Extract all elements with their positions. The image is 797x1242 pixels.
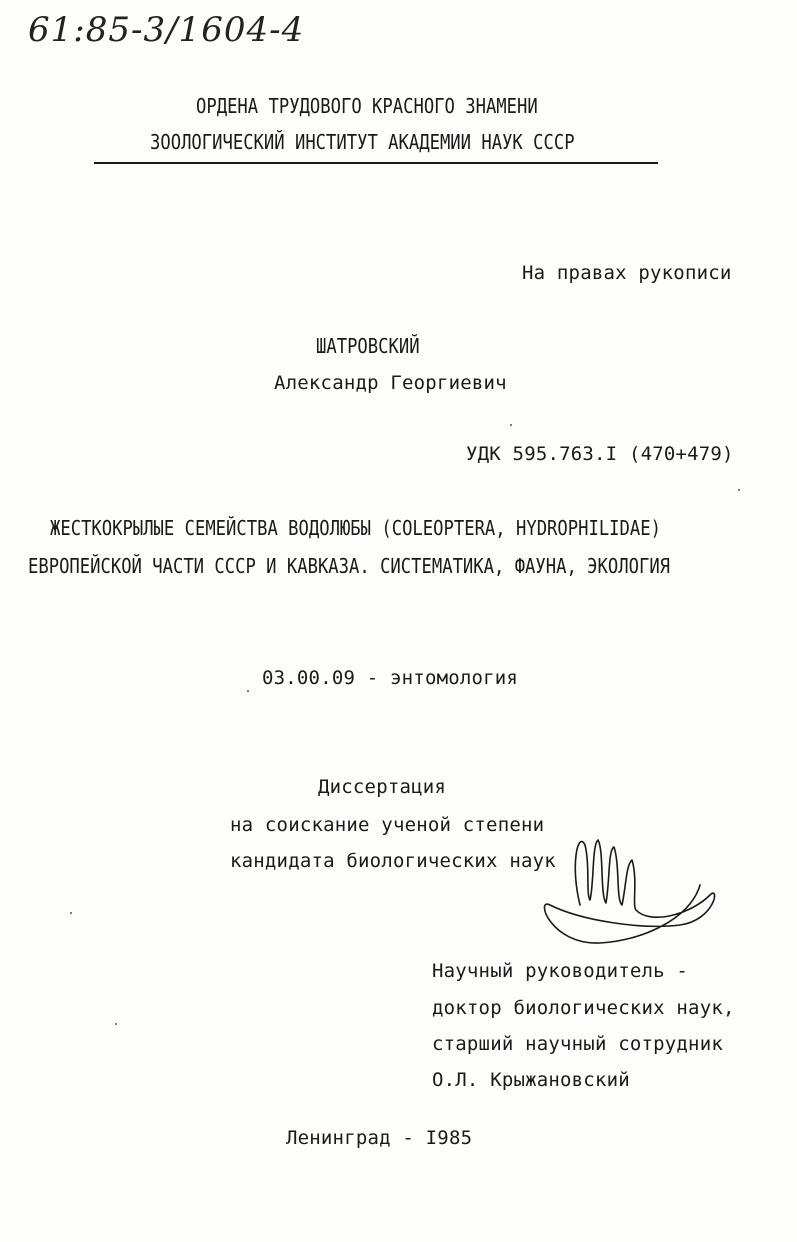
paper-speck <box>115 1023 117 1025</box>
place-year: Ленинград - I985 <box>286 1127 473 1149</box>
archive-number: 61:85-3/1604-4 <box>28 10 305 50</box>
degree-line-1: Диссертация <box>318 776 447 798</box>
supervisor-line-2: доктор биологических наук, <box>432 997 735 1019</box>
supervisor-name: О.Л. Крыжановский <box>432 1069 630 1091</box>
udc-code: УДК 595.763.I (470+479) <box>466 443 734 465</box>
supervisor-line-3: старший научный сотрудник <box>432 1033 723 1055</box>
author-surname: ШАТРОВСКИЙ <box>316 334 420 358</box>
author-given-names: Александр Георгиевич <box>274 372 507 394</box>
header-divider <box>94 162 658 164</box>
specialty: 03.00.09 - энтомология <box>262 667 519 689</box>
degree-line-2: на соискание ученой степени <box>230 814 545 836</box>
degree-line-3: кандидата биологических наук <box>230 850 556 872</box>
header-line-1: ОРДЕНА ТРУДОВОГО КРАСНОГО ЗНАМЕНИ <box>196 94 538 118</box>
title-line-1: ЖЕСТКОКРЫЛЫЕ СЕМЕЙСТВА ВОДОЛЮБЫ (COLEOPTERA, HYDROPHILIDAE) <box>50 516 661 540</box>
manuscript-rights: На правах рукописи <box>522 262 732 284</box>
signature <box>540 825 730 955</box>
title-line-2: ЕВРОПЕЙСКОЙ ЧАСТИ СССР И КАВКАЗА. СИСТЕМАТИКА, ФАУНА, ЭКОЛОГИЯ <box>28 554 671 578</box>
header-line-2: ЗООЛОГИЧЕСКИЙ ИНСТИТУТ АКАДЕМИИ НАУК СССР <box>150 130 575 154</box>
paper-speck <box>70 912 72 914</box>
supervisor-line-1: Научный руководитель - <box>432 960 689 982</box>
paper-speck <box>247 690 249 692</box>
paper-speck <box>738 489 740 491</box>
paper-speck <box>510 424 512 426</box>
